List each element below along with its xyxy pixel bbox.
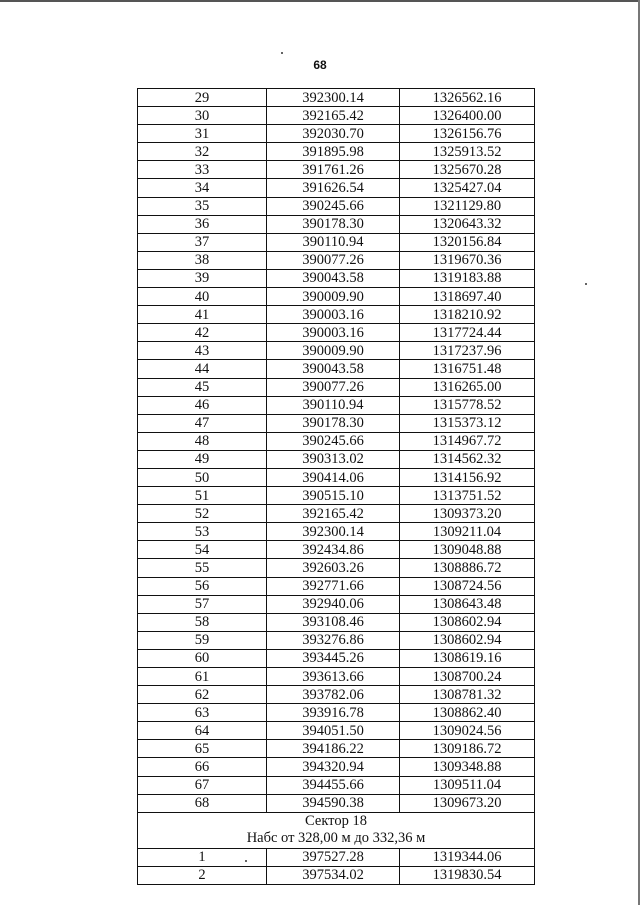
x-coordinate-cell: 392165.42 [267, 107, 400, 125]
x-coordinate-cell: 392300.14 [267, 89, 400, 107]
point-number-cell: 40 [138, 288, 267, 306]
x-coordinate-cell: 392030.70 [267, 125, 400, 143]
y-coordinate-cell: 1317724.44 [400, 324, 535, 342]
point-number-cell: 50 [138, 468, 267, 486]
y-coordinate-cell: 1320643.32 [400, 215, 535, 233]
point-number-cell: 68 [138, 794, 267, 812]
x-coordinate-cell: 394320.94 [267, 758, 400, 776]
point-number-cell: 57 [138, 595, 267, 613]
point-number-cell: 43 [138, 342, 267, 360]
y-coordinate-cell: 1308886.72 [400, 559, 535, 577]
y-coordinate-cell: 1316265.00 [400, 378, 535, 396]
x-coordinate-cell: 392434.86 [267, 541, 400, 559]
point-number-cell: 35 [138, 197, 267, 215]
y-coordinate-cell: 1320156.84 [400, 233, 535, 251]
point-number-cell: 32 [138, 143, 267, 161]
y-coordinate-cell: 1309211.04 [400, 523, 535, 541]
x-coordinate-cell: 390110.94 [267, 396, 400, 414]
page-edge-top [0, 0, 640, 2]
x-coordinate-cell: 390178.30 [267, 414, 400, 432]
table-row [138, 233, 535, 251]
point-number-cell: 67 [138, 776, 267, 794]
point-number-cell: 36 [138, 215, 267, 233]
x-coordinate-cell: 397534.02 [267, 866, 400, 884]
table-row [138, 740, 535, 758]
table-row [138, 432, 535, 450]
y-coordinate-cell: 1308602.94 [400, 613, 535, 631]
y-coordinate-cell: 1318210.92 [400, 306, 535, 324]
x-coordinate-cell: 392300.14 [267, 523, 400, 541]
table-row [138, 758, 535, 776]
coordinates-table-body-top [138, 89, 535, 813]
sector-header-cell [138, 812, 535, 848]
point-number-cell: 61 [138, 668, 267, 686]
y-coordinate-cell: 1316751.48 [400, 360, 535, 378]
point-number-cell: 62 [138, 686, 267, 704]
y-coordinate-cell: 1319830.54 [400, 866, 535, 884]
y-coordinate-cell: 1309348.88 [400, 758, 535, 776]
table-row [138, 360, 535, 378]
y-coordinate-cell: 1319183.88 [400, 269, 535, 287]
x-coordinate-cell: 390003.16 [267, 324, 400, 342]
scan-speck [585, 283, 587, 285]
y-coordinate-cell: 1309673.20 [400, 794, 535, 812]
table-row [138, 577, 535, 595]
x-coordinate-cell: 393276.86 [267, 631, 400, 649]
table-row [138, 722, 535, 740]
x-coordinate-cell: 390178.30 [267, 215, 400, 233]
page-number: 68 [313, 58, 327, 72]
y-coordinate-cell: 1309186.72 [400, 740, 535, 758]
table-row [138, 704, 535, 722]
table-row [138, 487, 535, 505]
x-coordinate-cell: 390110.94 [267, 233, 400, 251]
y-coordinate-cell: 1315778.52 [400, 396, 535, 414]
y-coordinate-cell: 1314562.32 [400, 450, 535, 468]
point-number-cell: 34 [138, 179, 267, 197]
point-number-cell: 58 [138, 613, 267, 631]
y-coordinate-cell: 1309024.56 [400, 722, 535, 740]
x-coordinate-cell: 391761.26 [267, 161, 400, 179]
table-row [138, 306, 535, 324]
y-coordinate-cell: 1309373.20 [400, 505, 535, 523]
point-number-cell: 49 [138, 450, 267, 468]
x-coordinate-cell: 390009.90 [267, 342, 400, 360]
y-coordinate-cell: 1309048.88 [400, 541, 535, 559]
table-row [138, 414, 535, 432]
table-row [138, 378, 535, 396]
x-coordinate-cell: 390043.58 [267, 360, 400, 378]
x-coordinate-cell: 393916.78 [267, 704, 400, 722]
point-number-cell: 66 [138, 758, 267, 776]
point-number-cell: 38 [138, 251, 267, 269]
point-number-cell: 48 [138, 432, 267, 450]
y-coordinate-cell: 1309511.04 [400, 776, 535, 794]
y-coordinate-cell: 1314156.92 [400, 468, 535, 486]
x-coordinate-cell: 390245.66 [267, 197, 400, 215]
x-coordinate-cell: 390003.16 [267, 306, 400, 324]
y-coordinate-cell: 1325427.04 [400, 179, 535, 197]
point-number-cell: 60 [138, 649, 267, 667]
table-row [138, 89, 535, 107]
point-number-cell: 44 [138, 360, 267, 378]
x-coordinate-cell: 397527.28 [267, 848, 400, 866]
point-number-cell: 31 [138, 125, 267, 143]
x-coordinate-cell: 390245.66 [267, 432, 400, 450]
point-number-cell: 56 [138, 577, 267, 595]
table-row [138, 197, 535, 215]
point-number-cell: 42 [138, 324, 267, 342]
y-coordinate-cell: 1314967.72 [400, 432, 535, 450]
y-coordinate-cell: 1326400.00 [400, 107, 535, 125]
point-number-cell: 33 [138, 161, 267, 179]
x-coordinate-cell: 390414.06 [267, 468, 400, 486]
y-coordinate-cell: 1318697.40 [400, 288, 535, 306]
table-row [138, 794, 535, 812]
x-coordinate-cell: 394051.50 [267, 722, 400, 740]
x-coordinate-cell: 394590.38 [267, 794, 400, 812]
x-coordinate-cell: 393445.26 [267, 649, 400, 667]
y-coordinate-cell: 1308700.24 [400, 668, 535, 686]
point-number-cell: 30 [138, 107, 267, 125]
point-number-cell: 55 [138, 559, 267, 577]
table-row [138, 523, 535, 541]
x-coordinate-cell: 392940.06 [267, 595, 400, 613]
scan-speck [281, 52, 283, 54]
point-number-cell: 51 [138, 487, 267, 505]
x-coordinate-cell: 393613.66 [267, 668, 400, 686]
table-row [138, 505, 535, 523]
y-coordinate-cell: 1326156.76 [400, 125, 535, 143]
x-coordinate-cell: 392771.66 [267, 577, 400, 595]
table-row [138, 161, 535, 179]
point-number-cell: 39 [138, 269, 267, 287]
point-number-cell: 63 [138, 704, 267, 722]
y-coordinate-cell: 1319670.36 [400, 251, 535, 269]
x-coordinate-cell: 390077.26 [267, 378, 400, 396]
sector-subtitle: Набс от 328,00 м до 332,36 м [246, 830, 426, 847]
point-number-cell: 59 [138, 631, 267, 649]
point-number-cell: 46 [138, 396, 267, 414]
x-coordinate-cell: 394455.66 [267, 776, 400, 794]
table-row [138, 866, 535, 884]
point-number-cell: 29 [138, 89, 267, 107]
y-coordinate-cell: 1308643.48 [400, 595, 535, 613]
table-row [138, 125, 535, 143]
table-row [138, 595, 535, 613]
sector-header-row [138, 812, 535, 848]
table-row [138, 288, 535, 306]
y-coordinate-cell: 1308862.40 [400, 704, 535, 722]
point-number-cell: 37 [138, 233, 267, 251]
table-row [138, 848, 535, 866]
y-coordinate-cell: 1319344.06 [400, 848, 535, 866]
table-row [138, 559, 535, 577]
x-coordinate-cell: 390313.02 [267, 450, 400, 468]
scan-speck [245, 860, 247, 862]
x-coordinate-cell: 390009.90 [267, 288, 400, 306]
x-coordinate-cell: 390077.26 [267, 251, 400, 269]
table-row [138, 143, 535, 161]
y-coordinate-cell: 1326562.16 [400, 89, 535, 107]
table-row [138, 668, 535, 686]
y-coordinate-cell: 1325913.52 [400, 143, 535, 161]
x-coordinate-cell: 393108.46 [267, 613, 400, 631]
y-coordinate-cell: 1308781.32 [400, 686, 535, 704]
table-row [138, 649, 535, 667]
point-number-cell: 54 [138, 541, 267, 559]
table-row [138, 215, 535, 233]
y-coordinate-cell: 1325670.28 [400, 161, 535, 179]
table-row [138, 468, 535, 486]
table-row [138, 251, 535, 269]
coordinates-table-body-bottom [138, 848, 535, 884]
table-row [138, 396, 535, 414]
y-coordinate-cell: 1317237.96 [400, 342, 535, 360]
table-row [138, 613, 535, 631]
x-coordinate-cell: 391895.98 [267, 143, 400, 161]
y-coordinate-cell: 1308602.94 [400, 631, 535, 649]
table-row [138, 541, 535, 559]
table-row [138, 776, 535, 794]
x-coordinate-cell: 391626.54 [267, 179, 400, 197]
x-coordinate-cell: 392165.42 [267, 505, 400, 523]
x-coordinate-cell: 393782.06 [267, 686, 400, 704]
coordinates-table [137, 88, 535, 885]
point-number-cell: 1 [138, 848, 267, 866]
point-number-cell: 45 [138, 378, 267, 396]
y-coordinate-cell: 1313751.52 [400, 487, 535, 505]
table-row [138, 631, 535, 649]
point-number-cell: 52 [138, 505, 267, 523]
x-coordinate-cell: 392603.26 [267, 559, 400, 577]
table-row [138, 269, 535, 287]
point-number-cell: 65 [138, 740, 267, 758]
sector-title: Сектор 18 [305, 813, 367, 830]
y-coordinate-cell: 1308724.56 [400, 577, 535, 595]
point-number-cell: 47 [138, 414, 267, 432]
x-coordinate-cell: 394186.22 [267, 740, 400, 758]
y-coordinate-cell: 1321129.80 [400, 197, 535, 215]
point-number-cell: 64 [138, 722, 267, 740]
table-row [138, 450, 535, 468]
table-row [138, 107, 535, 125]
point-number-cell: 2 [138, 866, 267, 884]
y-coordinate-cell: 1308619.16 [400, 649, 535, 667]
table-row [138, 342, 535, 360]
point-number-cell: 53 [138, 523, 267, 541]
x-coordinate-cell: 390515.10 [267, 487, 400, 505]
sector-header [138, 812, 535, 848]
y-coordinate-cell: 1315373.12 [400, 414, 535, 432]
table-row [138, 324, 535, 342]
table-row [138, 179, 535, 197]
point-number-cell: 41 [138, 306, 267, 324]
table-row [138, 686, 535, 704]
x-coordinate-cell: 390043.58 [267, 269, 400, 287]
